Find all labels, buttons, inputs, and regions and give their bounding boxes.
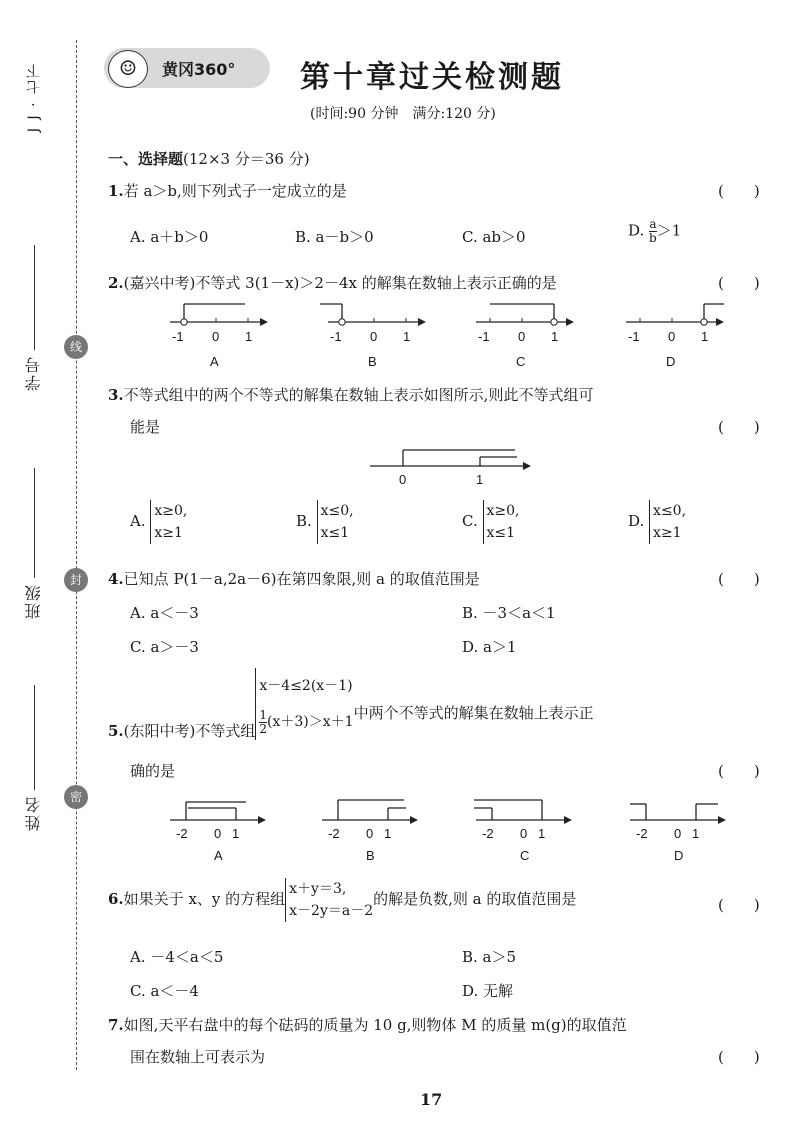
tick-label: 1 [692, 826, 700, 841]
tick-label: 1 [232, 826, 240, 841]
q2-diagram-a[interactable] [170, 304, 268, 369]
denominator: 2 [259, 721, 268, 736]
system-brace [285, 878, 373, 922]
question-2 [108, 272, 557, 293]
answer-blank-7[interactable]: ( ) [718, 1048, 760, 1066]
ineq-bottom: x≥1 [653, 525, 682, 541]
question-3 [108, 384, 593, 405]
tick-label: -2 [328, 826, 340, 841]
tick-label: -2 [176, 826, 188, 841]
section-score: (12×3 分＝36 分) [183, 150, 310, 168]
q5-number-lines [166, 794, 776, 866]
question-number: 1. [108, 182, 124, 200]
eq-bottom: x－2y＝a－2 [289, 903, 374, 919]
q2-number-lines [150, 296, 770, 376]
ineq-bottom: x≤1 [320, 525, 350, 541]
question-stem: 如图,天平右盘中的每个砝码的质量为 10 g,则物体 M 的质量 m(g)的取值范 [123, 1016, 627, 1034]
answer-blank-6[interactable]: ( ) [718, 896, 760, 914]
tick-label: 0 [674, 826, 682, 841]
seal-xian: 线 [64, 335, 88, 359]
answer-blank-3[interactable]: ( ) [718, 418, 760, 436]
q5-diagram-d[interactable] [630, 804, 726, 863]
question-7-line2: 围在数轴上可表示为 [130, 1048, 266, 1066]
edition-label: J J · 七下 [26, 62, 42, 133]
question-3-line2: 能是 [130, 418, 161, 436]
tick-label: 0 [518, 329, 526, 344]
diagram-label: C [520, 848, 530, 863]
numerator: a [649, 217, 657, 231]
q5-diagram-c[interactable] [474, 800, 572, 863]
question-stem: (东阳中考)不等式组 [123, 722, 256, 740]
series-badge [104, 48, 270, 88]
tick-label: -1 [478, 329, 490, 344]
ineq-bottom: x≥1 [154, 525, 183, 541]
question-number: 7. [108, 1016, 124, 1034]
option-letter: A. [130, 512, 146, 530]
q3-option-a[interactable] [130, 500, 187, 544]
option-letter: C. [462, 512, 478, 530]
answer-blank-2[interactable]: ( ) [718, 274, 760, 292]
q2-diagram-b[interactable] [320, 304, 426, 369]
section-title: 一、选择题 [108, 150, 184, 168]
answer-blank-5[interactable]: ( ) [718, 762, 760, 780]
q3-option-d[interactable] [628, 500, 686, 544]
diagram-label: A [210, 354, 219, 369]
binding-dashed-line [76, 40, 77, 1070]
ineq-top: x≥0, [486, 503, 520, 519]
tick-label: 0 [214, 826, 222, 841]
question-number: 3. [108, 386, 124, 404]
tick-label: -1 [172, 329, 184, 344]
q3-number-line [365, 444, 545, 490]
option-letter: B. [296, 512, 312, 530]
student-id-label: 学号 [24, 355, 43, 391]
diagram-label: C [516, 354, 526, 369]
question-stem-cont: 的解是负数,则 a 的取值范围是 [373, 890, 577, 908]
tick-label: 1 [551, 329, 559, 344]
option-letter: D. [628, 221, 645, 240]
ineq-bottom: (x＋3)＞x＋1 [267, 714, 354, 730]
class-field[interactable] [34, 468, 35, 578]
tick-label: -1 [628, 329, 640, 344]
q6-option-b[interactable]: B. a＞5 [462, 948, 517, 966]
q2-diagram-d[interactable] [626, 304, 724, 369]
tick-label: 0 [370, 329, 378, 344]
question-stem: 如果关于 x、y 的方程组 [123, 890, 286, 908]
seal-feng: 封 [64, 568, 88, 592]
eq-top: x＋y＝3, [289, 881, 347, 897]
name-label: 姓名 [24, 795, 43, 831]
ineq-top: x－4≤2(x－1) [259, 678, 353, 694]
q1-option-d[interactable] [628, 218, 681, 245]
question-5-line2: 确的是 [130, 762, 176, 780]
tick-label: -2 [636, 826, 648, 841]
ineq-bottom: x≤1 [486, 525, 516, 541]
q1-option-b[interactable]: B. a－b＞0 [295, 228, 374, 246]
question-6 [108, 878, 576, 922]
system-brace [483, 500, 520, 544]
question-stem: (嘉兴中考)不等式 3(1－x)＞2－4x 的解集在数轴上表示正确的是 [123, 274, 557, 292]
q3-option-b[interactable] [296, 500, 354, 544]
diagram-label: B [368, 354, 377, 369]
page-number: 17 [420, 1090, 443, 1109]
q3-option-c[interactable] [462, 500, 519, 544]
q4-option-b[interactable]: B. －3＜a＜1 [462, 604, 556, 622]
denominator: b [649, 231, 657, 245]
tick-label: -1 [330, 329, 342, 344]
tick-label: 0 [668, 329, 676, 344]
name-field[interactable] [34, 685, 35, 790]
exam-info: (时间:90 分钟 满分:120 分) [310, 106, 496, 122]
class-label: 班级 [24, 583, 43, 619]
page-title: 第十章过关检测题 [300, 60, 564, 95]
tick-label: 0 [366, 826, 374, 841]
diagram-label: D [666, 354, 676, 369]
q6-option-a[interactable]: A. －4＜a＜5 [130, 948, 224, 966]
question-stem-cont: 中两个不等式的解集在数轴上表示正 [353, 704, 594, 722]
question-number: 2. [108, 274, 124, 292]
question-4 [108, 568, 480, 589]
tick-label: -2 [482, 826, 494, 841]
question-number: 6. [108, 890, 124, 908]
student-id-field[interactable] [34, 245, 35, 350]
question-number: 4. [108, 570, 124, 588]
diagram-label: A [214, 848, 223, 863]
tick-label: 1 [476, 472, 484, 487]
fraction [259, 709, 267, 736]
q4-option-c[interactable]: C. a＞－3 [130, 638, 199, 656]
system-brace [317, 500, 354, 544]
numerator: 1 [259, 707, 268, 722]
q5-diagram-a[interactable] [170, 802, 266, 863]
ineq-top: x≥0, [154, 503, 188, 519]
system-brace [649, 500, 686, 544]
ineq-top: x≤0, [653, 503, 687, 519]
question-5 [108, 668, 594, 740]
option-letter: D. [628, 512, 645, 530]
question-stem: 不等式组中的两个不等式的解集在数轴上表示如图所示,则此不等式组可 [123, 386, 594, 404]
tick-label: 1 [701, 329, 709, 344]
q6-option-d[interactable]: D. 无解 [462, 982, 514, 1000]
q4-option-d[interactable]: D. a＞1 [462, 638, 517, 656]
system-brace [150, 500, 187, 544]
q1-option-c[interactable]: C. ab＞0 [462, 228, 526, 246]
seal-mi: 密 [64, 785, 88, 809]
q5-diagram-b[interactable] [322, 800, 418, 863]
binding-margin [0, 0, 90, 1124]
q1-option-a[interactable]: A. a＋b＞0 [130, 228, 209, 246]
question-stem: 若 a＞b,则下列式子一定成立的是 [123, 182, 347, 200]
diagram-label: D [674, 848, 684, 863]
tick-label: 1 [538, 826, 546, 841]
answer-blank-4[interactable]: ( ) [718, 570, 760, 588]
answer-blank-1[interactable]: ( ) [718, 182, 760, 200]
question-stem: 已知点 P(1－a,2a－6)在第四象限,则 a 的取值范围是 [123, 570, 480, 588]
option-rest: ＞1 [656, 221, 682, 240]
question-7 [108, 1014, 627, 1035]
q4-option-a[interactable]: A. a＜－3 [130, 604, 199, 622]
tick-label: 1 [403, 329, 411, 344]
diagram-label: B [366, 848, 375, 863]
fraction [649, 218, 657, 245]
question-1 [108, 180, 347, 201]
badge-text: 黄冈360° [162, 60, 236, 79]
tick-label: 0 [399, 472, 407, 487]
tick-label: 0 [212, 329, 220, 344]
mascot-logo-icon: ☺ [108, 50, 148, 88]
tick-label: 1 [384, 826, 392, 841]
tick-label: 0 [520, 826, 528, 841]
tick-label: 1 [245, 329, 253, 344]
system-brace [255, 668, 353, 740]
q6-option-c[interactable]: C. a＜－4 [130, 982, 199, 1000]
ineq-top: x≤0, [320, 503, 354, 519]
q2-diagram-c[interactable] [476, 304, 574, 369]
question-number: 5. [108, 722, 124, 740]
section-heading [108, 148, 310, 169]
